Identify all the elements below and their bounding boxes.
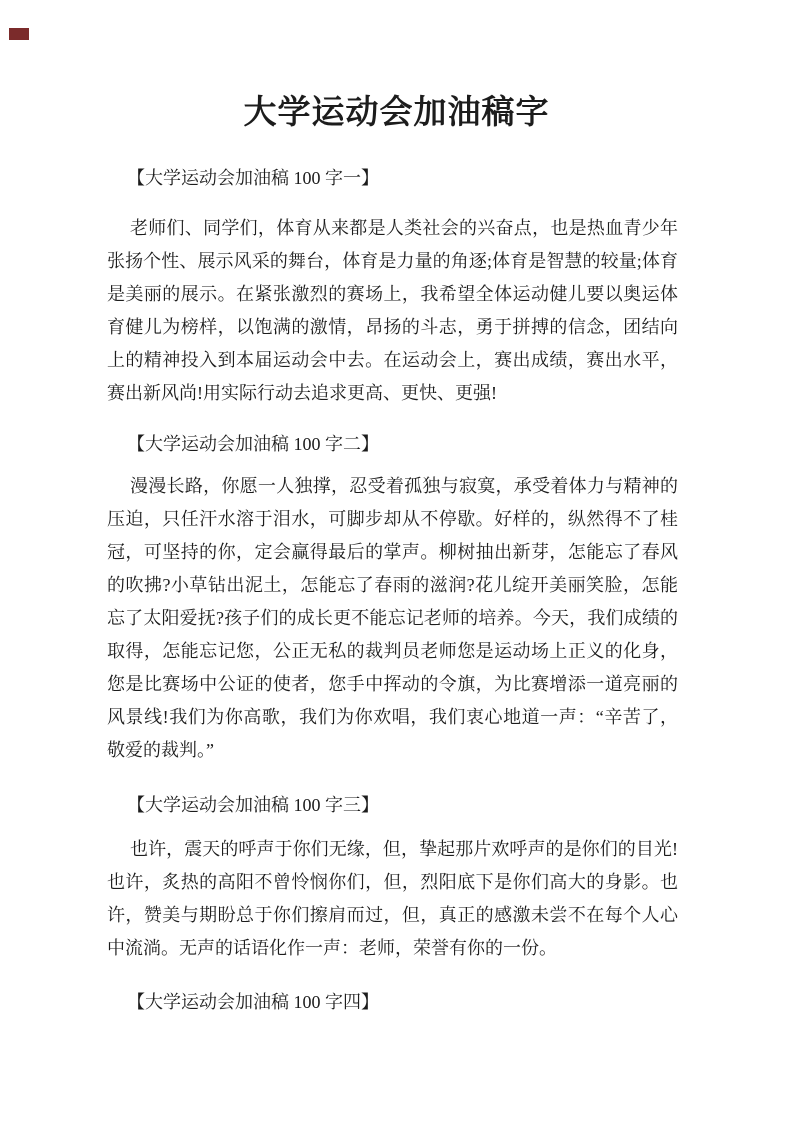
page-title: 大学运动会加油稿字 [243, 95, 550, 131]
section-paragraph-2: 漫漫长路，你愿一人独撑，忍受着孤独与寂寞，承受着体力与精神的压迫，只任汗水溶于泪水，可脚步却从不停歇。好样的，纵然得不了桂冠，可坚持的你，定会赢得最后的掌声。柳树抽出新芽，怎能忘了春风的吹拂?小草钻出泥土，怎能忘了春雨的滋润?花儿绽开美丽笑脸，怎能忘了太阳爱抚?孩子们的成长更不能忘记老师的培养。今天，我们成绩的取得，怎能忘记您，公正无私的裁判员老师您是运动场上正义的化身，您是比赛场中公证的使者，您手中挥动的令旗，为比赛增添一道亮丽的风景线!我们为你高歌，我们为你欢唱，我们衷心地道一声：“辛苦了，敬爱的裁判。” [107, 476, 678, 760]
section-paragraph-1: 老师们、同学们，体育从来都是人类社会的兴奋点，也是热血青少年张扬个性、展示风采的舞台，体育是力量的角逐;体育是智慧的较量;体育是美丽的展示。在紧张激烈的赛场上，我希望全体运动健儿要以奥运体育健儿为榜样，以饱满的激情，昂扬的斗志，勇于拼搏的信念，团结向上的精神投入到本届运动会中去。在运动会上，赛出成绩，赛出水平，赛出新风尚!用实际行动去追求更高、更快、更强! [107, 218, 678, 403]
corner-logo-mark [9, 28, 29, 40]
section-paragraph-3: 也许，震天的呼声于你们无缘，但，挚起那片欢呼声的是你们的目光!也许，炙热的高阳不曾怜悯你们，但，烈阳底下是你们高大的身影。也许，赞美与期盼总于你们擦肩而过，但，真正的感激未尝不在每个人心中流淌。无声的话语化作一声：老师，荣誉有你的一份。 [107, 839, 678, 958]
section-heading-3: 【大学运动会加油稿 100 字三】 [127, 795, 379, 815]
section-heading-4: 【大学运动会加油稿 100 字四】 [127, 992, 379, 1012]
section-heading-1: 【大学运动会加油稿 100 字一】 [127, 168, 379, 188]
section-heading-2: 【大学运动会加油稿 100 字二】 [127, 434, 379, 454]
